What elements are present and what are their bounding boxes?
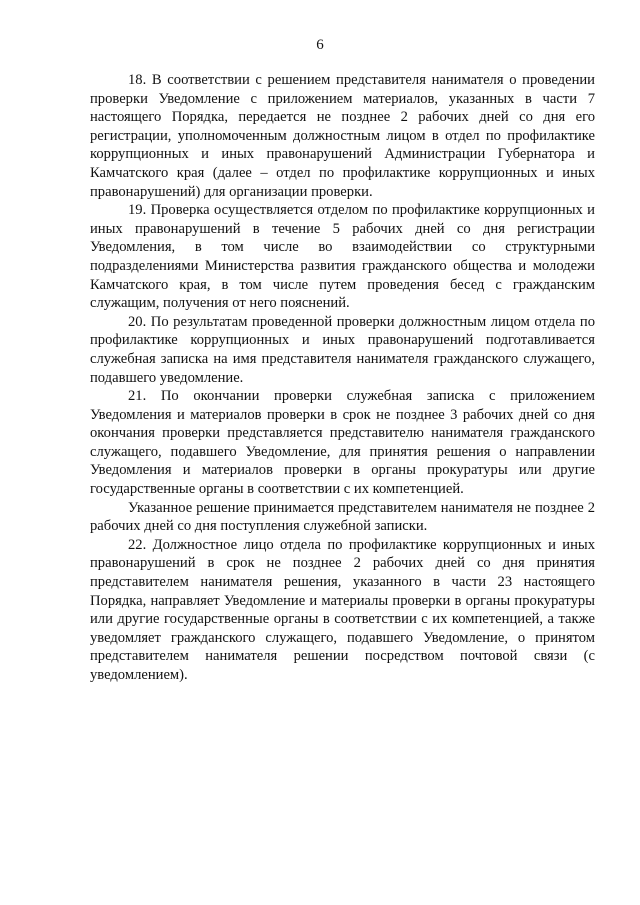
paragraph-18: 18. В соответствии с решением представителя нанимателя о проведении проверки Уведомление с приложением материалов, указанных в части 7 настоящего Порядка, передается не позднее 2 рабочих дней со дня его регистрации, уполномоченным должностным лицом в отдел по профилактике коррупционных и иных правонарушений Администрации Губернатора и Камчатского края (далее – отдел по профилактике коррупционных и иных правонарушений) для организации проверки. — [90, 72, 595, 200]
paragraph-22: 22. Должностное лицо отдела по профилактике коррупционных и иных правонарушений в срок не позднее 2 рабочих дней со дня принятия представителем нанимателя решения, указанного в части 23 настоящего Порядка, направляет Уведомление и материалы проверки в органы прокуратуры или другие государственные органы в соответствии с их компетенцией, а также уведомляет гражданского служащего, подавшего Уведомление, о принятом представителем нанимателя решении посредством почтовой связи (с уведомлением). — [90, 536, 595, 683]
document-body — [90, 71, 595, 685]
paragraph-21: 21. По окончании проверки служебная записка с приложением Уведомления и материалов проверки в срок не позднее 3 рабочих дней со дня окончания проверки представляется представителю нанимателя гражданского служащего, подавшего Уведомление, для принятия решения о направлении Уведомления и материалов проверки в органы прокуратуры или другие государственные органы в соответствии с их компетенцией. — [90, 388, 595, 498]
paragraph-20: 20. По результатам проведенной проверки должностным лицом отдела по профилактике коррупционных и иных правонарушений подготавливается служебная записка на имя представителя нанимателя гражданского служащего, подавшего уведомление. — [90, 313, 595, 386]
page-number: 6 — [316, 37, 324, 53]
paragraph-19: 19. Проверка осуществляется отделом по профилактике коррупционных и иных правонарушений в течение 5 рабочих дней со дня регистрации Уведомления, в том числе во взаимодействии со структурными подразделениями Министерства развития гражданского общества и молодежи Камчатского края, в том числе путем проведения бесед с гражданским служащим, получения от него пояснений. — [90, 202, 595, 312]
paragraph-decision-deadline: Указанное решение принимается представителем нанимателя не позднее 2 рабочих дней со дня поступления служебной записки. — [90, 499, 595, 535]
